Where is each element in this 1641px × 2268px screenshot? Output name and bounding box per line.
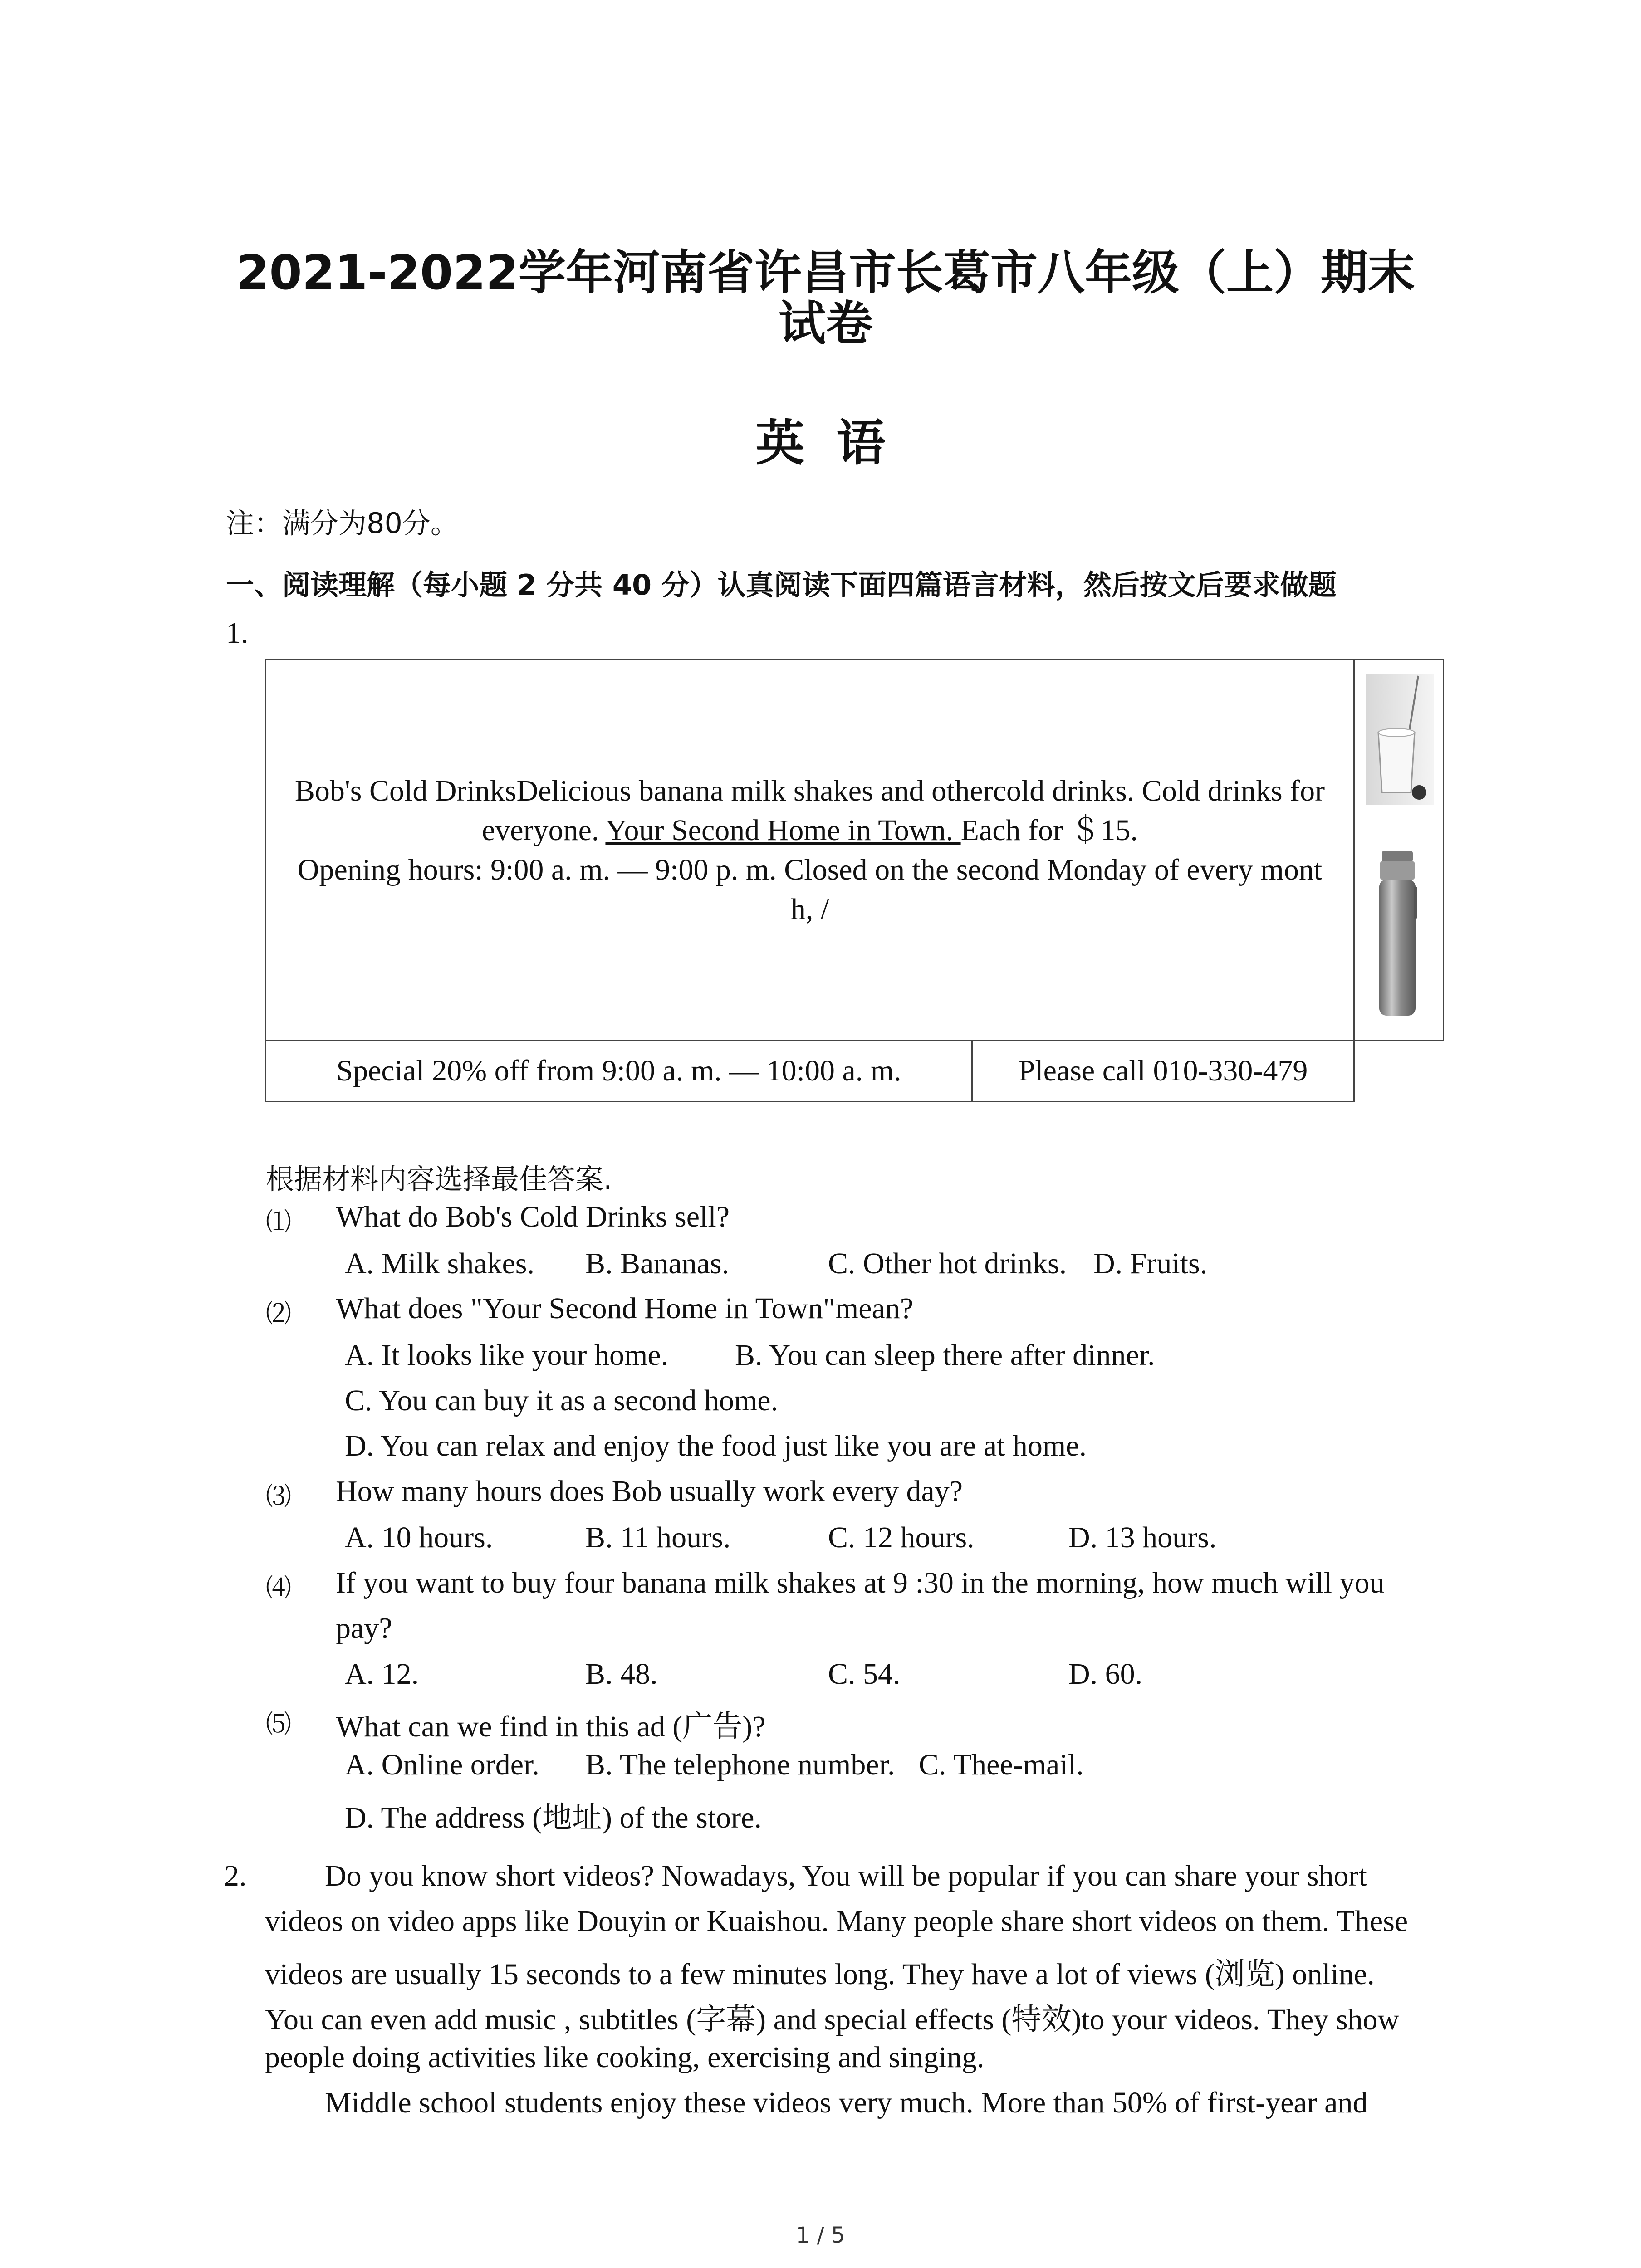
page-title: [191, 247, 1461, 349]
passage-line: Do you know short videos? Nowadays, You will be popular if you can share your short: [325, 1859, 1367, 1892]
ad-line-1: Bob's Cold DrinksDelicious banana milk shakes and othercold drinks. Cold drinks for: [294, 774, 1325, 807]
page-number: 1 / 5: [796, 2223, 845, 2248]
ad-line-2: [295, 811, 1325, 850]
subq-num-1: ⑴: [266, 1207, 291, 1237]
milk-glass-image: [1355, 660, 1443, 1040]
question-number-2: 2.: [224, 1859, 247, 1892]
passage-line: videos on video apps like Douyin or Kuaishou. Many people share short videos on them. These: [265, 1905, 1408, 1938]
passage-line: videos are usually 15 seconds to a few minutes long. They have a lot of views (浏览) online.: [265, 1958, 1375, 1991]
option: D. 60.: [1068, 1657, 1143, 1691]
option: D. The address (地址) of the store.: [345, 1801, 762, 1834]
subq-stem-3: How many hours does Bob usually work every day?: [336, 1475, 963, 1508]
subq-num-3: ⑶: [266, 1482, 291, 1511]
option: C. Thee-mail.: [919, 1748, 1084, 1781]
section-heading: 一、阅读理解（每小题 2 分共 40 分）认真阅读下面四篇语言材料，然后按文后要求做题: [226, 568, 1337, 601]
title-line-2: 试卷: [778, 296, 873, 351]
passage-line: people doing activities like cooking, exercising and singing.: [265, 2041, 985, 2074]
option: A. 10 hours.: [345, 1521, 493, 1554]
subq-stem-4-line1: If you want to buy four banana milk shakes at 9 :30 in the morning, how much will you: [336, 1566, 1385, 1599]
subq-stem-2: What does "Your Second Home in Town"mean?: [336, 1292, 914, 1325]
passage-line: Middle school students enjoy these videos very much. More than 50% of first-year and: [325, 2086, 1368, 2119]
option: B. You can sleep there after dinner.: [735, 1339, 1155, 1372]
option: A. Milk shakes.: [345, 1247, 534, 1280]
subq-num-2: ⑵: [266, 1299, 291, 1329]
subq-num-5: ⑸: [266, 1710, 291, 1739]
option: C. You can buy it as a second home.: [345, 1384, 779, 1417]
option: D. You can relax and enjoy the food just like you are at home.: [345, 1429, 1087, 1462]
option: D. 13 hours.: [1068, 1521, 1217, 1554]
option: B. The telephone number.: [585, 1748, 895, 1781]
ad-line-2b: Each for ＄15.: [960, 813, 1138, 847]
option: A. It looks like your home.: [345, 1339, 669, 1372]
ad-line-4: h, /: [790, 892, 829, 926]
ad-image-cell: [1353, 659, 1444, 1041]
ad-phone-cell: Please call 010-330-479: [971, 1040, 1355, 1102]
ad-slogan: Your Second Home in Town.: [605, 813, 961, 847]
option: C. 54.: [828, 1657, 901, 1691]
ad-main-cell: [265, 659, 1355, 1041]
option: A. 12.: [345, 1657, 419, 1691]
option: B. Bananas.: [585, 1247, 730, 1280]
option: C. Other hot drinks.: [828, 1247, 1067, 1280]
subject-heading: 英语: [755, 415, 917, 472]
ad-special-cell: Special 20% off from 9:00 a. m. — 10:00 a. m.: [265, 1040, 973, 1102]
question-number-1: 1.: [226, 616, 249, 650]
option: B. 11 hours.: [585, 1521, 731, 1554]
ad-line-2a: everyone.: [482, 813, 606, 847]
option: A. Online order.: [345, 1748, 539, 1781]
subq-stem-1: What do Bob's Cold Drinks sell?: [336, 1200, 730, 1233]
passage-line: You can even add music , subtitles (字幕) and special effects (特效)to your videos. They show: [265, 2003, 1400, 2036]
subq-num-4: ⑷: [266, 1574, 291, 1603]
subq-stem-5: What can we find in this ad (广告)?: [336, 1710, 766, 1743]
title-line-1: 2021-2022学年河南省许昌市长葛市八年级（上）期末: [236, 245, 1416, 300]
ad-line-3: Opening hours: 9:00 a. m. — 9:00 p. m. Closed on the second Monday of every mont: [297, 853, 1323, 886]
option: B. 48.: [585, 1657, 658, 1691]
thermos-bottle-image: [1379, 850, 1417, 1016]
subq-stem-4-line2: pay?: [336, 1612, 392, 1645]
option: C. 12 hours.: [828, 1521, 975, 1554]
instruction: 根据材料内容选择最佳答案.: [266, 1163, 612, 1196]
option: D. Fruits.: [1093, 1247, 1208, 1280]
ad-text: [295, 771, 1325, 929]
exam-note: 注：满分为80分。: [226, 507, 459, 540]
